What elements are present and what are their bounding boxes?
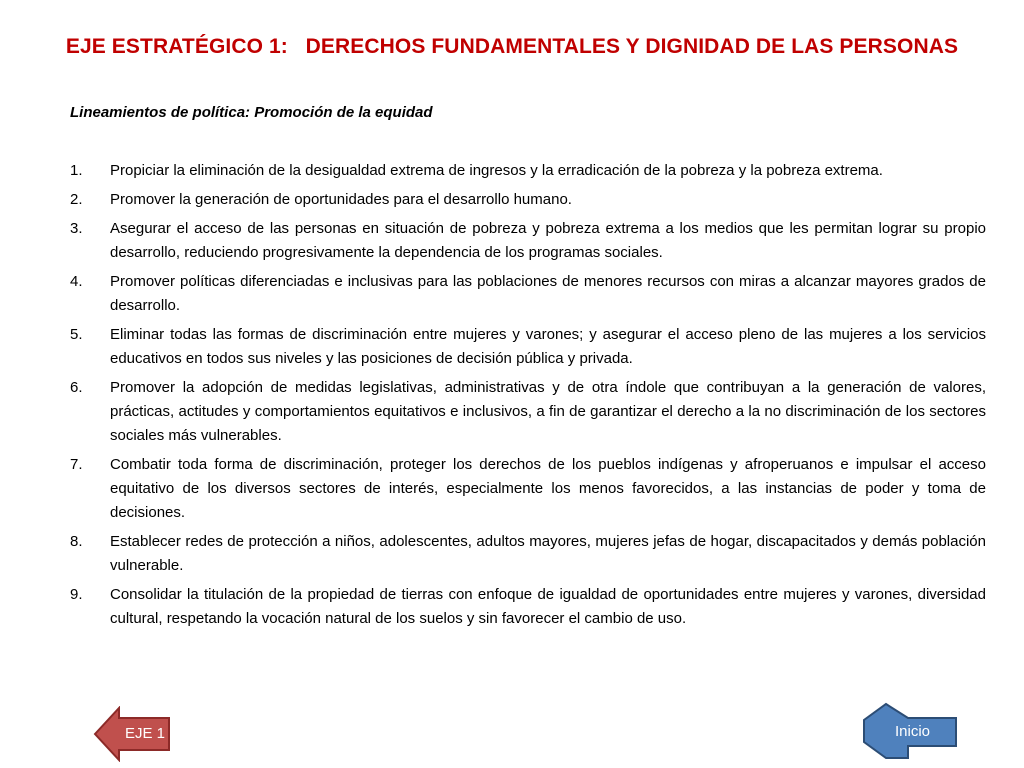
slide-title: EJE ESTRATÉGICO 1: DERECHOS FUNDAMENTALES Y DIGNIDAD DE LAS PERSONAS [65,35,959,58]
policy-item-number: 9. [70,586,83,603]
policy-item [70,583,986,631]
policy-item-text: Combatir toda forma de discriminación, proteger los derechos de los pueblos indígenas y afroperuanos e impulsar el acceso equitativo de los diversos sectores de interés, especialmente los menos favorecidos, a las instancias de poder y toma de decisiones. [110,456,986,521]
policy-item [70,376,986,448]
policy-item-number: 8. [70,533,83,550]
policy-item [70,530,986,578]
policy-item-text: Propiciar la eliminación de la desigualdad extrema de ingresos y la erradicación de la pobreza y la pobreza extrema. [110,162,883,179]
policy-item-number: 6. [70,379,83,396]
policy-item-number: 7. [70,456,83,473]
policy-item-number: 1. [70,162,83,179]
policy-item-text: Eliminar todas las formas de discriminación entre mujeres y varones; y asegurar el acceso pleno de las mujeres a los servicios educativos en todos sus niveles y las posiciones de decisión pública y privada. [110,326,986,367]
policy-item [70,270,986,318]
back-button-label: EJE 1 [125,725,166,742]
policy-item-number: 4. [70,273,83,290]
policy-item-text: Asegurar el acceso de las personas en situación de pobreza y pobreza extrema a los medios que les permitan lograr su propio desarrollo, reduciendo progresivamente la dependencia de los programas sociales. [110,220,986,261]
policy-item [70,323,986,371]
policy-item-text: Promover la adopción de medidas legislativas, administrativas y de otra índole que contribuyan a la generación de valores, prácticas, actitudes y comportamientos equitativos e inclusivos, a fin de garantizar el derecho a la no discriminación de los sectores sociales más vulnerables. [110,379,986,444]
section-subtitle: Lineamientos de política: Promoción de la equidad [70,104,433,121]
policy-item-number: 3. [70,220,83,237]
policy-item [70,453,986,525]
policy-item-number: 2. [70,191,83,208]
policy-item [70,188,986,212]
policy-item-text: Establecer redes de protección a niños, adolescentes, adultos mayores, mujeres jefas de hogar, discapacitados y demás población vulnerable. [110,533,986,574]
policy-item-text: Promover la generación de oportunidades para el desarrollo humano. [110,191,572,208]
policy-list [70,159,986,636]
home-button-label: Inicio [895,723,931,740]
home-button[interactable] [862,702,957,760]
policy-item-text: Promover políticas diferenciadas e inclusivas para las poblaciones de menores recursos con miras a alcanzar mayores grados de desarrollo. [110,273,986,314]
policy-item-number: 5. [70,326,83,343]
policy-item [70,217,986,265]
back-to-eje1-button[interactable] [93,706,171,762]
policy-item [70,159,986,183]
policy-item-text: Consolidar la titulación de la propiedad de tierras con enfoque de igualdad de oportunidades entre mujeres y varones, diversidad cultural, respetando la vocación natural de los suelos y sin favorecer el cambio de uso. [110,586,986,627]
